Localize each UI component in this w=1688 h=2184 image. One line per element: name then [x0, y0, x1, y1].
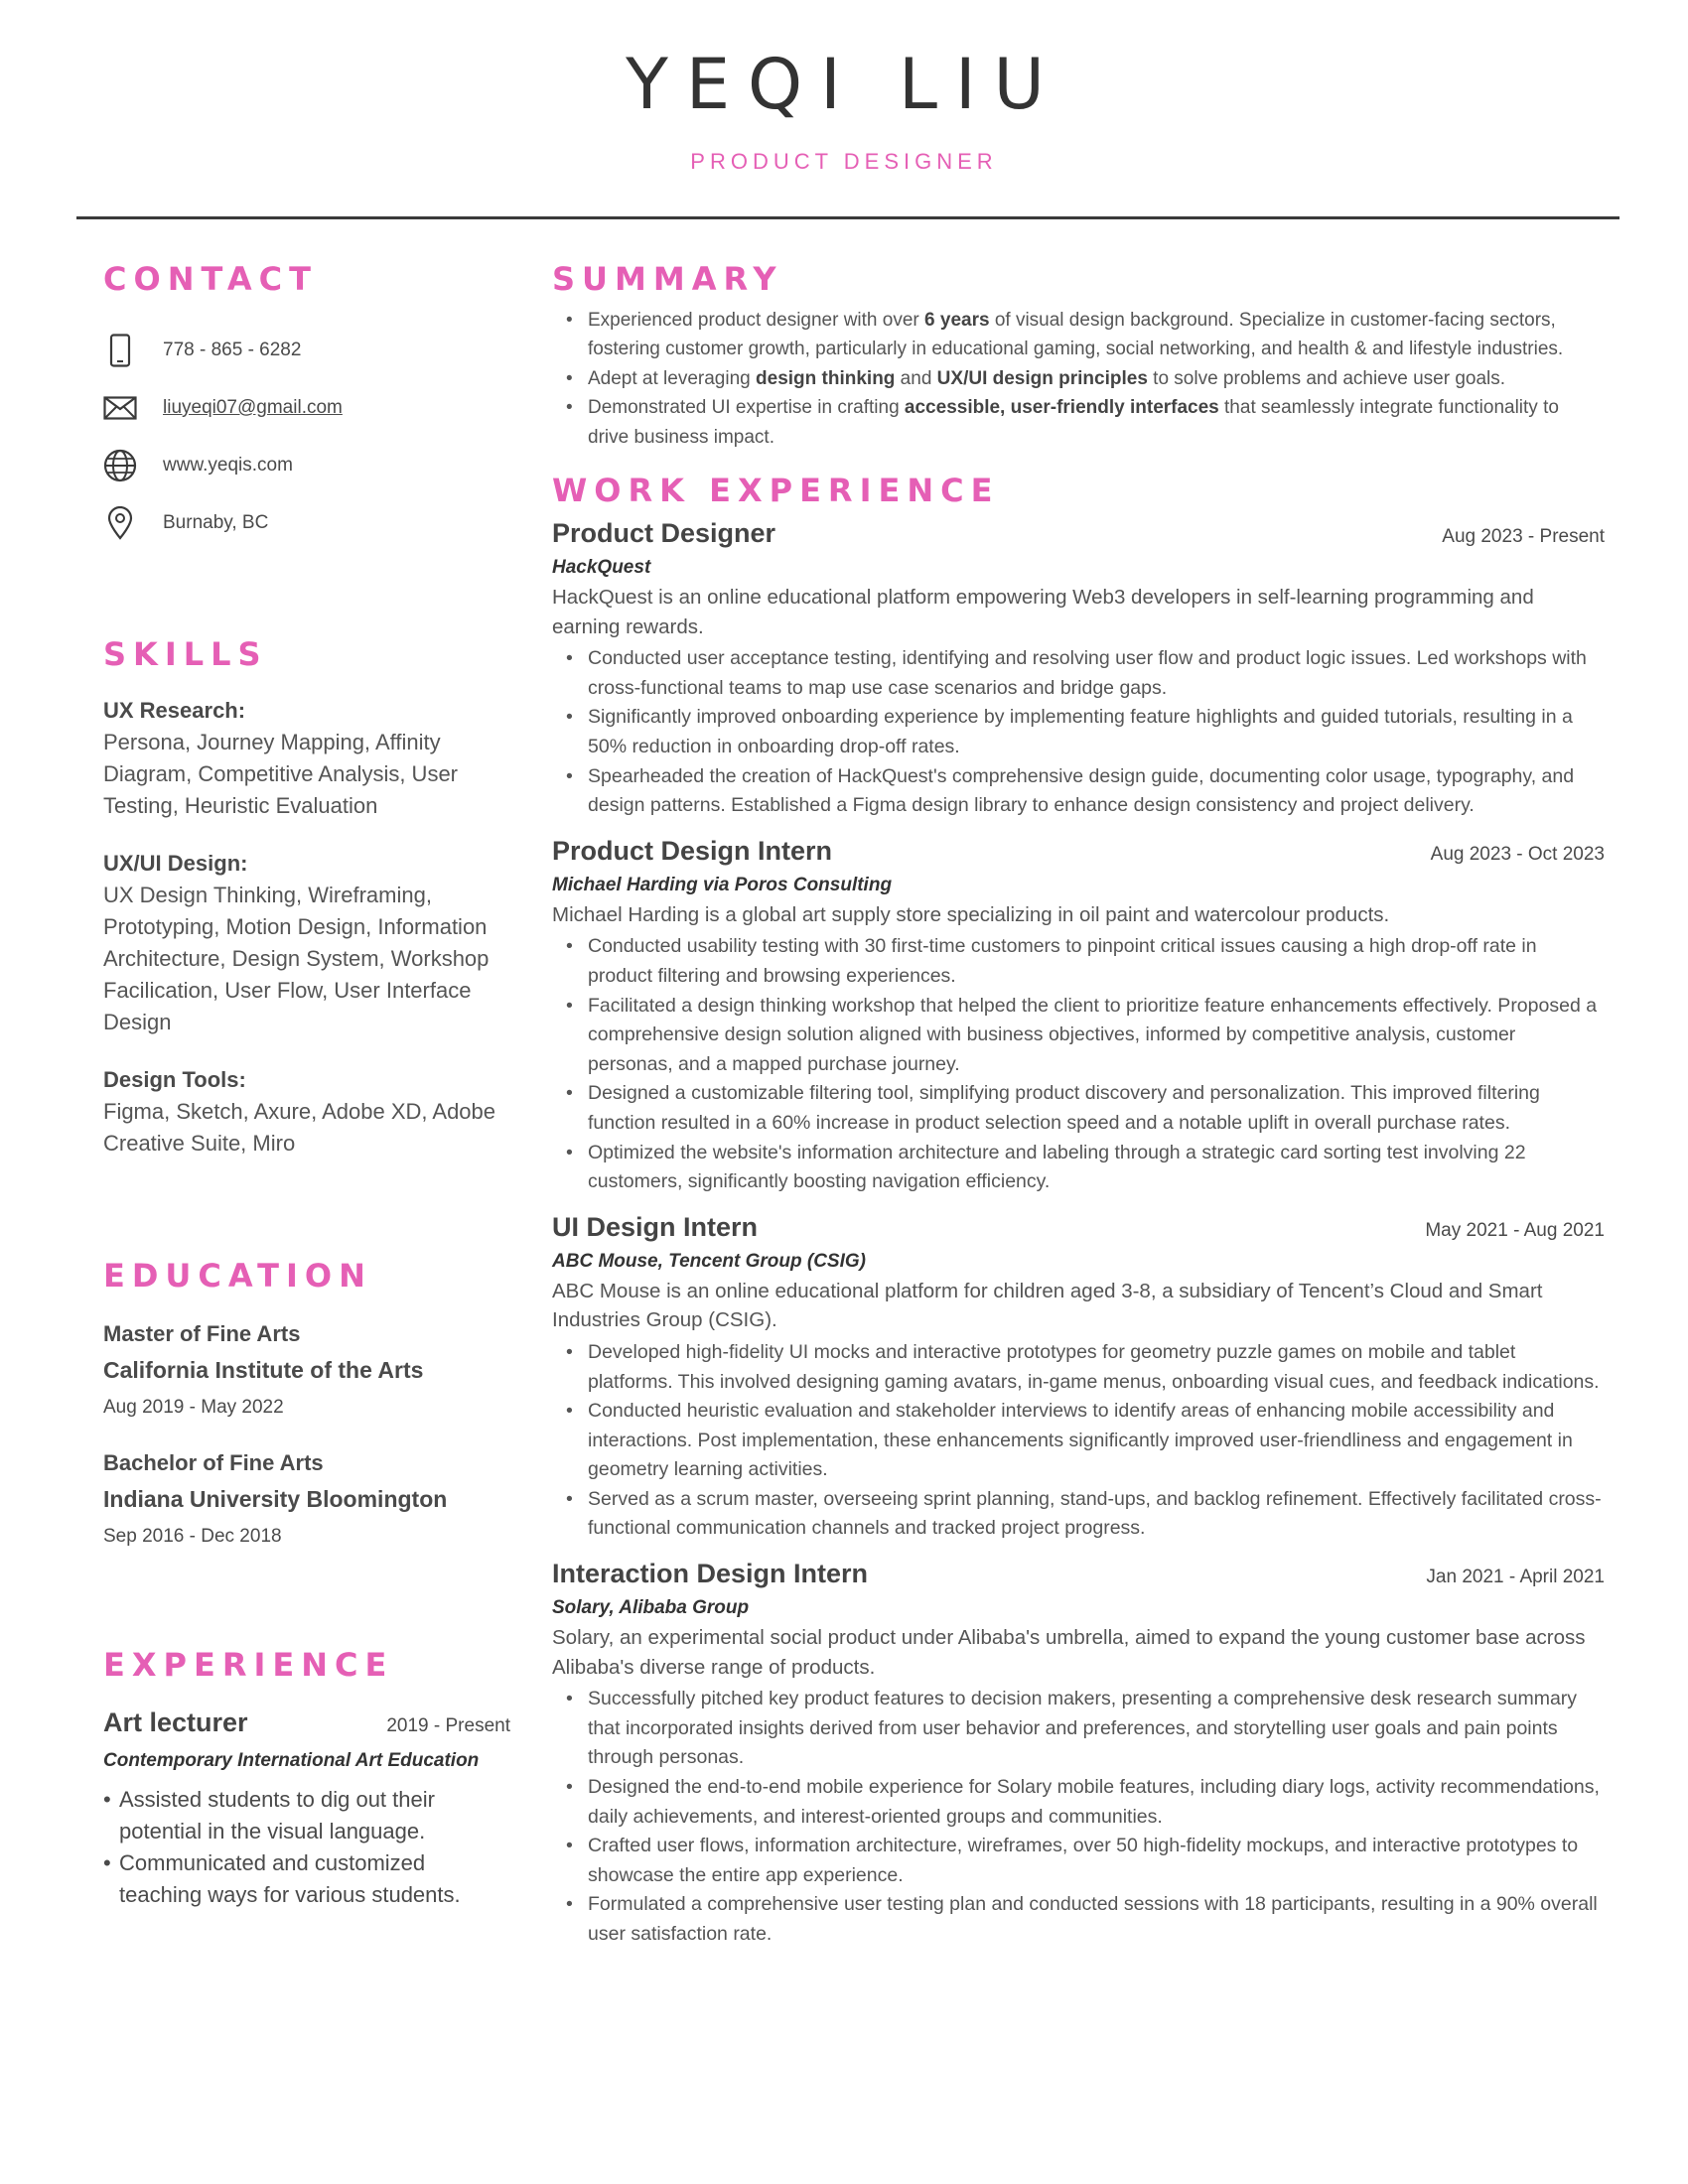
text: that seamlessly integrate functionality to drive business impact.: [588, 397, 1559, 448]
job-org: ABC Mouse, Tencent Group (CSIG): [552, 1250, 866, 1272]
job-bullets: [552, 1685, 1605, 1949]
right-column: [552, 258, 1605, 1950]
list-item: • Assisted students to dig out their potential in the visual language.: [119, 1784, 510, 1847]
skills-section: [103, 633, 510, 1160]
job-entry: [552, 515, 1605, 821]
summary-section: [552, 258, 1605, 452]
school: California Institute of the Arts: [103, 1357, 424, 1383]
experience-bullets: [103, 1784, 510, 1911]
list-item: • Facilitated a design thinking workshop that helped the client to prioritize feature enhancements effectively. Proposed a comprehensive design solution aligned with business objectives, informed by competitive analysis, customer personas, and a mapped purchase journey.: [588, 992, 1605, 1080]
location-pin-icon: [103, 506, 137, 540]
skill-group-list: Persona, Journey Mapping, Affinity Diagram, Competitive Analysis, User Testing, Heuristic Evaluation: [103, 730, 459, 818]
resume-name: YEQI LIU: [626, 44, 1062, 125]
list-item: [588, 393, 1605, 452]
text-bold: accessible, user-friendly interfaces: [904, 397, 1219, 419]
school: Indiana University Bloomington: [103, 1486, 448, 1512]
text: to solve problems and achieve user goals.: [1147, 367, 1506, 389]
summary-bullets: [552, 306, 1605, 452]
list-item: • Conducted heuristic evaluation and stakeholder interviews to identify areas of enhancing mobile accessibility and interactions. Post implementation, these enhancements significantly improved user-friendliness and engagement in geometry learning activities.: [588, 1397, 1605, 1485]
degree: Bachelor of Fine Arts: [103, 1450, 324, 1475]
list-item: • Communicated and customized teaching ways for various students.: [119, 1847, 510, 1911]
text-bold: UX/UI design principles: [936, 367, 1148, 389]
job-dates: May 2021 - Aug 2021: [1425, 1219, 1605, 1241]
job-title: Interaction Design Intern: [552, 1559, 869, 1589]
job-title: Product Design Intern: [552, 835, 833, 866]
work-section: [552, 470, 1605, 1950]
list-item: • Crafted user flows, information architecture, wireframes, over 50 high-fidelity mockups, and interactive prototypes to showcase the entire app experience.: [588, 1832, 1605, 1890]
summary-heading: SUMMARY: [552, 260, 783, 298]
job-org: HackQuest: [552, 557, 651, 579]
education-section: [103, 1255, 510, 1555]
phone-icon: [103, 334, 137, 367]
job-title: Product Designer: [552, 518, 776, 549]
globe-icon: [103, 449, 137, 482]
text: Experienced product designer with over: [588, 310, 925, 331]
job-description: HackQuest is an online educational platform empowering Web3 developers in self-learning programming and earning rewards.: [552, 586, 1534, 638]
education-item: [103, 1445, 510, 1555]
list-item: [588, 364, 1605, 393]
list-item: • Conducted user acceptance testing, identifying and resolving user flow and product logic issues. Led workshops with cross-functional teams to map use case scenarios and bridge gaps.: [588, 644, 1605, 703]
experience-dates: 2019 - Present: [386, 1715, 510, 1736]
job-bullets: [552, 644, 1605, 821]
contact-email[interactable]: [103, 379, 510, 437]
job-description: ABC Mouse is an online educational platform for children aged 3-8, a subsidiary of Tencent’s Cloud and Smart Industries Group (CSIG).: [552, 1279, 1543, 1332]
list-item: • Conducted usability testing with 30 first-time customers to pinpoint critical issues causing a high drop-off rate in product filtering and browsing experiences.: [588, 932, 1605, 991]
education-item: [103, 1316, 510, 1426]
experience-role: Art lecturer: [103, 1707, 248, 1737]
skill-group-list: UX Design Thinking, Wireframing, Prototyping, Motion Design, Information Architecture, Design System, Workshop Facilication, User Flow, User Interface Design: [103, 883, 490, 1034]
skill-group: [103, 848, 510, 1038]
list-item: • Formulated a comprehensive user testing plan and conducted sessions with 18 participants, resulting in a 90% overall user satisfaction rate.: [588, 1890, 1605, 1949]
location-text: Burnaby, BC: [163, 512, 269, 533]
list-item: • Spearheaded the creation of HackQuest's comprehensive design guide, documenting color usage, typography, and design patterns. Established a Figma design library to enhance design consistency and project delivery.: [588, 762, 1605, 821]
job-org: Solary, Alibaba Group: [552, 1597, 750, 1619]
skill-group-list: Figma, Sketch, Axure, Adobe XD, Adobe Creative Suite, Miro: [103, 1099, 496, 1156]
skill-group: [103, 695, 510, 822]
experience-heading: EXPERIENCE: [103, 1646, 394, 1684]
contact-location: [103, 494, 510, 552]
experience-org: Contemporary International Art Education: [103, 1750, 480, 1771]
header-divider: [76, 216, 1619, 219]
contact-heading: CONTACT: [103, 260, 318, 298]
contact-website: [103, 437, 510, 494]
list-item: • Significantly improved onboarding experience by implementing feature highlights and guided tutorials, resulting in a 50% reduction in onboarding drop-off rates.: [588, 703, 1605, 761]
job-dates: Jan 2021 - April 2021: [1426, 1567, 1605, 1588]
work-heading: WORK EXPERIENCE: [552, 472, 1000, 510]
list-item: • Optimized the website's information architecture and labeling through a strategic card sorting test involving 22 customers, significantly boosting navigation efficiency.: [588, 1139, 1605, 1197]
job-bullets: [552, 932, 1605, 1196]
education-dates: Aug 2019 - May 2022: [103, 1397, 284, 1418]
job-entry: [552, 1209, 1605, 1544]
phone-number: 778 - 865 - 6282: [163, 340, 302, 360]
text: and: [895, 367, 937, 389]
skill-group: [103, 1064, 510, 1160]
skills-heading: SKILLS: [103, 635, 268, 673]
skill-group-heading: UX/UI Design:: [103, 851, 248, 876]
list-item: • Successfully pitched key product features to decision makers, presenting a comprehensive desk research summary that incorporated insights derived from user behavior and preferences, and storytelling user goals and pain points through personas.: [588, 1685, 1605, 1773]
job-description: Michael Harding is a global art supply store specializing in oil paint and watercolour products.: [552, 902, 1390, 926]
skill-group-heading: Design Tools:: [103, 1067, 246, 1092]
job-org: Michael Harding via Poros Consulting: [552, 874, 893, 895]
list-item: • Designed a customizable filtering tool, simplifying product discovery and personalization. This improved filtering function resulted in a 60% increase in product selection speed and a notable uplift in overall purchase rates.: [588, 1079, 1605, 1138]
job-entry: [552, 1556, 1605, 1950]
text: of visual design background. Specialize in customer-facing sectors, fostering customer growth, particularly in educational gaming, social networking, and health & and lifestyle industries.: [588, 310, 1564, 360]
text-bold: design thinking: [756, 367, 896, 389]
mail-icon: [103, 391, 137, 425]
website-url: www.yeqis.com: [163, 455, 293, 476]
job-entry: [552, 833, 1605, 1197]
job-title: UI Design Intern: [552, 1211, 759, 1242]
text: Adept at leveraging: [588, 367, 757, 389]
job-bullets: [552, 1338, 1605, 1544]
email-link[interactable]: liuyeqi07@gmail.com: [163, 397, 343, 418]
education-heading: EDUCATION: [103, 1257, 372, 1295]
degree: Master of Fine Arts: [103, 1321, 301, 1346]
left-experience-section: [103, 1644, 510, 1911]
list-item: • Designed the end-to-end mobile experience for Solary mobile features, including diary logs, activity recommendations, daily achievements, and interest-oriented groups and communities.: [588, 1773, 1605, 1832]
text-bold: 6 years: [924, 310, 990, 331]
education-dates: Sep 2016 - Dec 2018: [103, 1526, 282, 1547]
list-item: [588, 306, 1605, 364]
left-column: [103, 258, 510, 1911]
contact-phone: [103, 322, 510, 379]
contact-section: [103, 258, 510, 552]
job-role-subtitle: PRODUCT DESIGNER: [690, 149, 998, 174]
text: Demonstrated UI expertise in crafting: [588, 397, 905, 419]
list-item: • Developed high-fidelity UI mocks and interactive prototypes for geometry puzzle games on mobile and tablet platforms. This involved designing gaming avatars, in-game menus, onboarding visual cues, and feedback indications.: [588, 1338, 1605, 1397]
list-item: • Served as a scrum master, overseeing sprint planning, stand-ups, and backlog refinement. Effectively facilitated cross-functional communication channels and tracked project progress.: [588, 1485, 1605, 1544]
job-dates: Aug 2023 - Oct 2023: [1430, 843, 1605, 865]
job-description: Solary, an experimental social product under Alibaba's umbrella, aimed to expand the young customer base across Alibaba's diverse range of products.: [552, 1626, 1586, 1679]
job-dates: Aug 2023 - Present: [1442, 526, 1605, 548]
skill-group-heading: UX Research:: [103, 698, 246, 723]
